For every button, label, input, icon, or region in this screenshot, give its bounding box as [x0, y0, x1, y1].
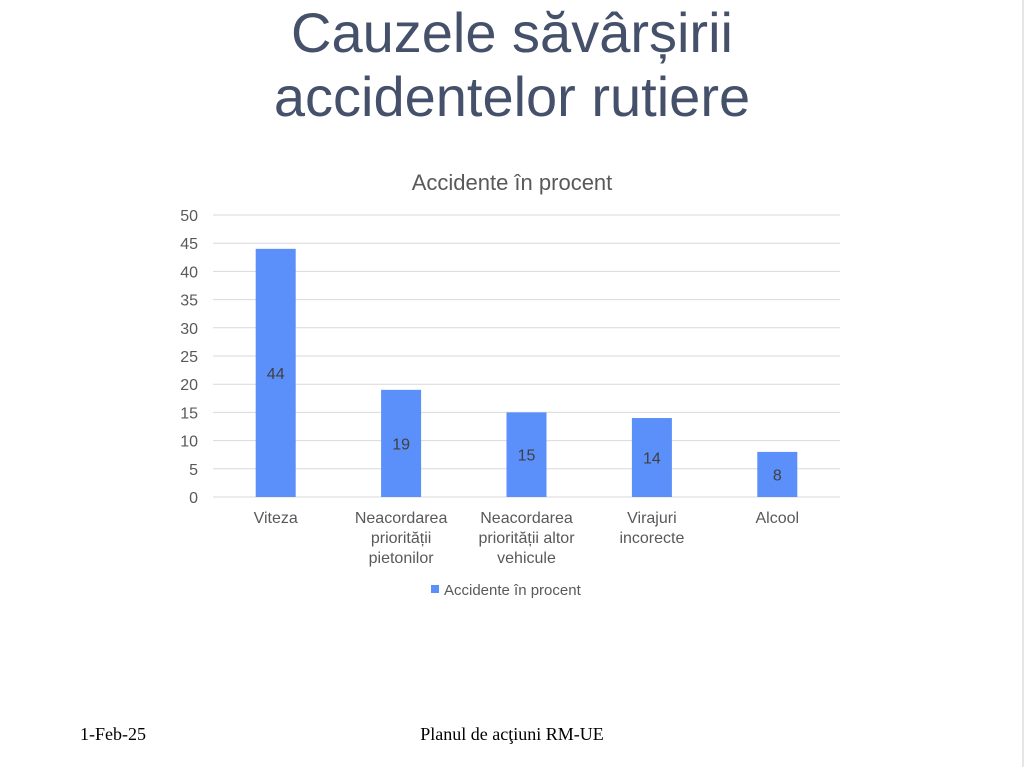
x-tick-label: vehicule	[497, 550, 556, 567]
y-tick-label: 20	[180, 377, 198, 395]
y-tick-label: 5	[189, 461, 198, 479]
y-tick-label: 40	[180, 264, 198, 282]
y-tick-label: 10	[180, 433, 198, 451]
x-tick-label: Virajuri	[627, 510, 677, 527]
legend-swatch	[431, 585, 439, 593]
x-tick-label: Alcool	[755, 510, 800, 527]
y-tick-label: 0	[189, 490, 198, 507]
x-tick-label: pietonilor	[368, 550, 434, 567]
slide-title-line-2: accidentelor rutiere	[273, 65, 751, 128]
x-tick-label: priorității altor	[478, 530, 575, 547]
data-label: 44	[266, 365, 285, 383]
y-tick-label: 30	[180, 320, 198, 338]
y-tick-label: 45	[180, 236, 198, 254]
x-axis-labels	[254, 510, 799, 567]
y-axis-ticks	[180, 208, 198, 507]
legend	[431, 582, 582, 599]
x-tick-label: priorității	[370, 530, 432, 547]
data-label: 15	[517, 447, 536, 465]
y-tick-label: 25	[180, 349, 198, 366]
slide-title-line-1: Cauzele săvârșirii	[291, 1, 733, 64]
footer-text: Planul de acţiuni RM-UE	[420, 724, 604, 744]
data-label: 14	[643, 450, 661, 468]
y-tick-label: 15	[180, 405, 198, 423]
x-tick-label: incorecte	[619, 530, 685, 547]
y-tick-label: 50	[180, 208, 198, 225]
legend-label: Accidente în procent	[444, 582, 581, 599]
data-label: 19	[392, 436, 410, 454]
x-tick-label: Viteza	[253, 510, 298, 527]
x-tick-label: Neacordarea	[354, 510, 448, 527]
data-label: 8	[772, 467, 782, 485]
y-tick-label: 35	[180, 292, 198, 310]
footer-date: 1-Feb-25	[80, 724, 146, 744]
x-tick-label: Neacordarea	[480, 510, 573, 527]
chart-title: Accidente în procent	[411, 170, 613, 195]
